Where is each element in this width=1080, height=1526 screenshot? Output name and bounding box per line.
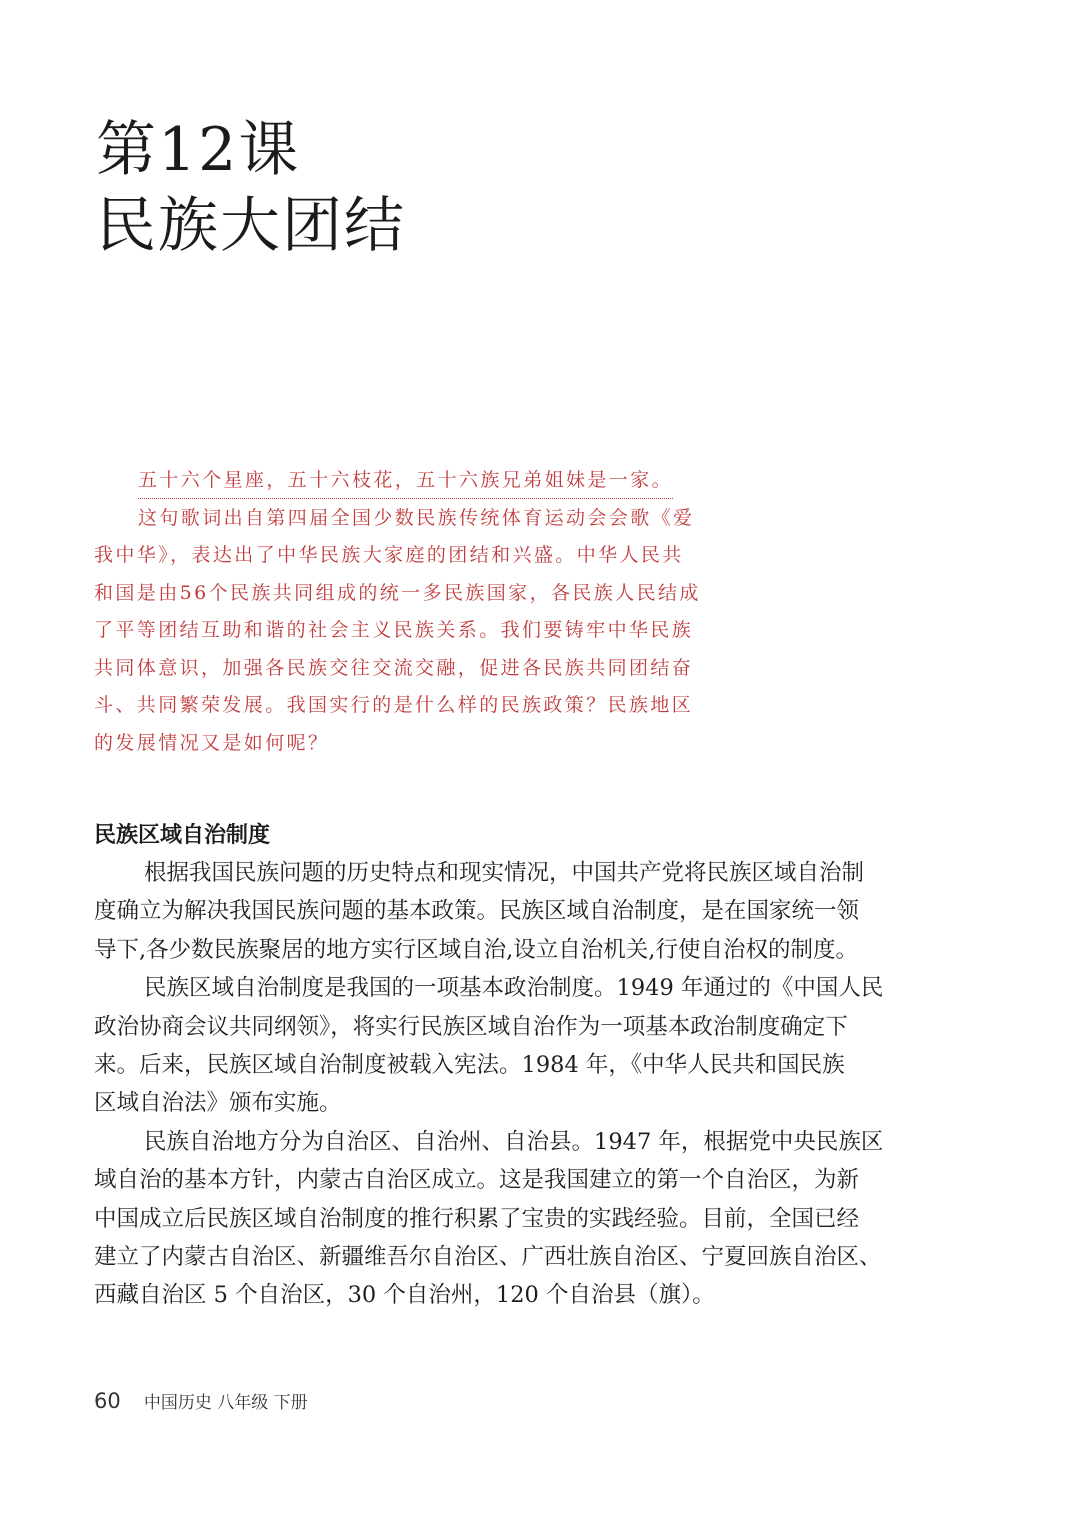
intro-line: 的发展情况又是如何呢？ xyxy=(94,731,330,754)
body-line: 导下,各少数民族聚居的地方实行区域自治,设立自治机关,行使自治权的制度。 xyxy=(94,936,858,963)
lesson-title xyxy=(96,112,406,264)
body-line: 政治协商会议共同纲领》，将实行民族区域自治作为一项基本政治制度确定下 xyxy=(94,1013,848,1040)
page-footer xyxy=(94,1388,308,1413)
intro-lyric: 五十六个星座，五十六枝花，五十六族兄弟姐妹是一家。 xyxy=(138,464,673,499)
intro-box xyxy=(94,462,734,762)
lesson-name: 民族大团结 xyxy=(96,191,406,261)
lesson-number: 第12课 xyxy=(96,115,301,185)
intro-line: 共同体意识，加强各民族交往交流交融，促进各民族共同团结奋 xyxy=(94,656,694,679)
book-title: 中国历史 八年级 下册 xyxy=(143,1393,308,1413)
body-line: 度确立为解决我国民族问题的基本政策。民族区域自治制度，是在国家统一领 xyxy=(94,898,860,925)
body-line: 根据我国民族问题的历史特点和现实情况，中国共产党将民族区域自治制 xyxy=(144,860,865,886)
body-line: 民族区域自治制度是我国的一项基本政治制度。1949 年通过的《中国人民 xyxy=(144,975,884,1002)
section-body xyxy=(94,854,944,1315)
page-number: 60 xyxy=(94,1389,121,1413)
body-line: 中国成立后民族区域自治制度的推行积累了宝贵的实践经验。目前，全国已经 xyxy=(94,1205,860,1232)
body-line: 建立了内蒙古自治区、新疆维吾尔自治区、广西壮族自治区、宁夏回族自治区、 xyxy=(94,1244,882,1271)
intro-line: 了平等团结互助和谐的社会主义民族关系。我们要铸牢中华民族 xyxy=(94,619,694,641)
body-line: 民族自治地方分为自治区、自治州、自治县。1947 年，根据党中央民族区 xyxy=(144,1128,884,1155)
intro-line: 斗、共同繁荣发展。我国实行的是什么样的民族政策？民族地区 xyxy=(94,694,694,716)
intro-line: 我中华》，表达出了中华民族大家庭的团结和兴盛。中华人民共 xyxy=(94,544,684,566)
intro-line: 和国是由56个民族共同组成的统一多民族国家，各民族人民结成 xyxy=(94,581,701,604)
body-line: 来。后来，民族区域自治制度被载入宪法。1984 年，《中华人民共和国民族 xyxy=(94,1052,845,1079)
body-line: 西藏自治区 5 个自治区，30 个自治州，120 个自治县（旗）。 xyxy=(94,1282,715,1309)
section-heading: 民族区域自治制度 xyxy=(94,823,271,848)
body-line: 域自治的基本方针，内蒙古自治区成立。这是我国建立的第一个自治区，为新 xyxy=(94,1167,860,1194)
intro-line: 这句歌词出自第四届全国少数民族传统体育运动会会歌《爱 xyxy=(138,506,695,529)
body-line: 区域自治法》颁布实施。 xyxy=(94,1090,342,1117)
